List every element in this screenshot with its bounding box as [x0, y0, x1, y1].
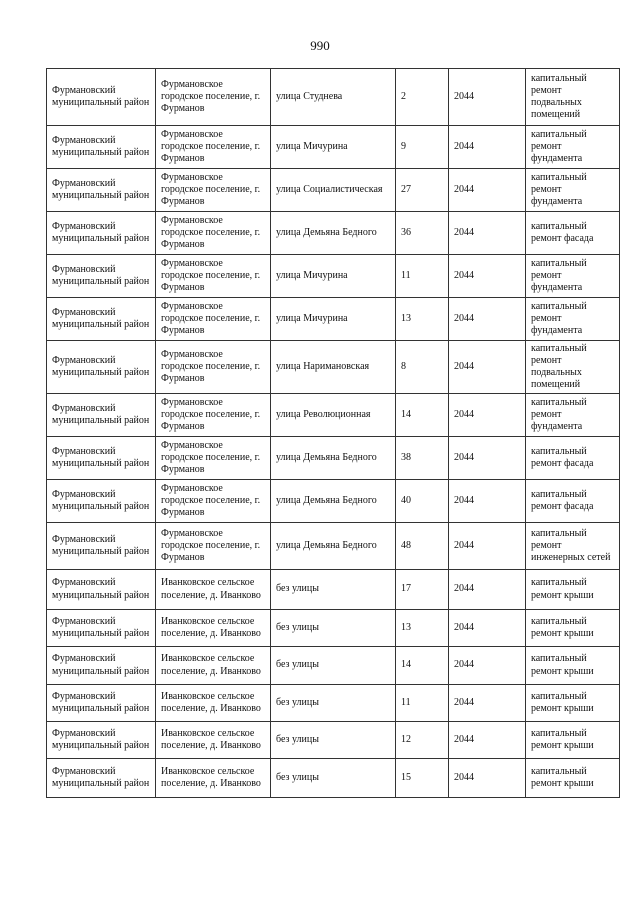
table-row [47, 437, 620, 480]
settlement-cell: Фурмановское городское поселение, г. Фурманов [156, 437, 271, 480]
settlement-cell: Фурмановское городское поселение, г. Фурманов [156, 341, 271, 394]
year-cell: 2044 [449, 523, 526, 570]
street-cell: без улицы [271, 722, 396, 759]
year-cell: 2044 [449, 647, 526, 685]
street-cell: без улицы [271, 647, 396, 685]
table-row [47, 480, 620, 523]
table-row [47, 394, 620, 437]
district-cell: Фурмановский муниципальный район [47, 212, 156, 255]
work-type-cell: капитальный ремонт фундамента [526, 298, 620, 341]
settlement-cell: Иванковское сельское поселение, д. Иванково [156, 570, 271, 610]
house-number-cell: 2 [396, 69, 449, 126]
settlement-cell: Иванковское сельское поселение, д. Иванково [156, 685, 271, 722]
table-row [47, 255, 620, 298]
year-cell: 2044 [449, 298, 526, 341]
year-cell: 2044 [449, 169, 526, 212]
street-cell: улица Наримановская [271, 341, 396, 394]
settlement-cell: Фурмановское городское поселение, г. Фурманов [156, 523, 271, 570]
district-cell: Фурмановский муниципальный район [47, 169, 156, 212]
work-type-cell: капитальный ремонт крыши [526, 722, 620, 759]
table-row [47, 169, 620, 212]
work-type-cell: капитальный ремонт крыши [526, 610, 620, 647]
house-number-cell: 48 [396, 523, 449, 570]
work-type-cell: капитальный ремонт подвальных помещений [526, 341, 620, 394]
year-cell: 2044 [449, 212, 526, 255]
settlement-cell: Фурмановское городское поселение, г. Фурманов [156, 394, 271, 437]
year-cell: 2044 [449, 394, 526, 437]
year-cell: 2044 [449, 610, 526, 647]
street-cell: улица Мичурина [271, 298, 396, 341]
settlement-cell: Иванковское сельское поселение, д. Иванково [156, 647, 271, 685]
table-body [47, 69, 620, 798]
house-number-cell: 11 [396, 685, 449, 722]
street-cell: улица Демьяна Бедного [271, 480, 396, 523]
street-cell: без улицы [271, 570, 396, 610]
table-row [47, 610, 620, 647]
table-row [47, 523, 620, 570]
house-number-cell: 38 [396, 437, 449, 480]
table-row [47, 722, 620, 759]
house-number-cell: 17 [396, 570, 449, 610]
district-cell: Фурмановский муниципальный район [47, 759, 156, 798]
year-cell: 2044 [449, 69, 526, 126]
street-cell: улица Мичурина [271, 126, 396, 169]
table-row [47, 126, 620, 169]
street-cell: улица Социалистическая [271, 169, 396, 212]
settlement-cell: Фурмановское городское поселение, г. Фурманов [156, 69, 271, 126]
year-cell: 2044 [449, 570, 526, 610]
table-row [47, 212, 620, 255]
settlement-cell: Иванковское сельское поселение, д. Иванково [156, 722, 271, 759]
house-number-cell: 12 [396, 722, 449, 759]
district-cell: Фурмановский муниципальный район [47, 480, 156, 523]
district-cell: Фурмановский муниципальный район [47, 69, 156, 126]
house-number-cell: 14 [396, 394, 449, 437]
house-number-cell: 9 [396, 126, 449, 169]
year-cell: 2044 [449, 759, 526, 798]
settlement-cell: Фурмановское городское поселение, г. Фурманов [156, 169, 271, 212]
street-cell: без улицы [271, 610, 396, 647]
house-number-cell: 11 [396, 255, 449, 298]
work-type-cell: капитальный ремонт крыши [526, 685, 620, 722]
table-row [47, 647, 620, 685]
year-cell: 2044 [449, 722, 526, 759]
repair-schedule-table [46, 68, 620, 798]
district-cell: Фурмановский муниципальный район [47, 126, 156, 169]
district-cell: Фурмановский муниципальный район [47, 647, 156, 685]
work-type-cell: капитальный ремонт крыши [526, 570, 620, 610]
street-cell: улица Революционная [271, 394, 396, 437]
work-type-cell: капитальный ремонт крыши [526, 647, 620, 685]
settlement-cell: Фурмановское городское поселение, г. Фурманов [156, 126, 271, 169]
district-cell: Фурмановский муниципальный район [47, 394, 156, 437]
settlement-cell: Фурмановское городское поселение, г. Фурманов [156, 298, 271, 341]
table-row [47, 759, 620, 798]
district-cell: Фурмановский муниципальный район [47, 298, 156, 341]
district-cell: Фурмановский муниципальный район [47, 685, 156, 722]
year-cell: 2044 [449, 437, 526, 480]
year-cell: 2044 [449, 480, 526, 523]
district-cell: Фурмановский муниципальный район [47, 341, 156, 394]
street-cell: без улицы [271, 685, 396, 722]
house-number-cell: 40 [396, 480, 449, 523]
street-cell: улица Студнева [271, 69, 396, 126]
work-type-cell: капитальный ремонт крыши [526, 759, 620, 798]
work-type-cell: капитальный ремонт фасада [526, 437, 620, 480]
street-cell: улица Демьяна Бедного [271, 437, 396, 480]
year-cell: 2044 [449, 126, 526, 169]
table-row [47, 685, 620, 722]
table-row [47, 69, 620, 126]
table-row [47, 298, 620, 341]
year-cell: 2044 [449, 255, 526, 298]
district-cell: Фурмановский муниципальный район [47, 437, 156, 480]
year-cell: 2044 [449, 341, 526, 394]
settlement-cell: Иванковское сельское поселение, д. Иванково [156, 759, 271, 798]
work-type-cell: капитальный ремонт фундамента [526, 169, 620, 212]
settlement-cell: Фурмановское городское поселение, г. Фурманов [156, 480, 271, 523]
work-type-cell: капитальный ремонт инженерных сетей [526, 523, 620, 570]
house-number-cell: 13 [396, 610, 449, 647]
page-number: 990 [310, 38, 330, 53]
street-cell: улица Демьяна Бедного [271, 523, 396, 570]
district-cell: Фурмановский муниципальный район [47, 610, 156, 647]
work-type-cell: капитальный ремонт подвальных помещений [526, 69, 620, 126]
work-type-cell: капитальный ремонт фасада [526, 480, 620, 523]
house-number-cell: 14 [396, 647, 449, 685]
house-number-cell: 36 [396, 212, 449, 255]
street-cell: улица Демьяна Бедного [271, 212, 396, 255]
settlement-cell: Фурмановское городское поселение, г. Фурманов [156, 255, 271, 298]
work-type-cell: капитальный ремонт фундамента [526, 126, 620, 169]
year-cell: 2044 [449, 685, 526, 722]
district-cell: Фурмановский муниципальный район [47, 722, 156, 759]
street-cell: улица Мичурина [271, 255, 396, 298]
work-type-cell: капитальный ремонт фасада [526, 212, 620, 255]
settlement-cell: Иванковское сельское поселение, д. Иванково [156, 610, 271, 647]
street-cell: без улицы [271, 759, 396, 798]
settlement-cell: Фурмановское городское поселение, г. Фурманов [156, 212, 271, 255]
house-number-cell: 27 [396, 169, 449, 212]
district-cell: Фурмановский муниципальный район [47, 570, 156, 610]
house-number-cell: 15 [396, 759, 449, 798]
house-number-cell: 13 [396, 298, 449, 341]
district-cell: Фурмановский муниципальный район [47, 523, 156, 570]
district-cell: Фурмановский муниципальный район [47, 255, 156, 298]
house-number-cell: 8 [396, 341, 449, 394]
work-type-cell: капитальный ремонт фундамента [526, 394, 620, 437]
work-type-cell: капитальный ремонт фундамента [526, 255, 620, 298]
table-row [47, 570, 620, 610]
table-row [47, 341, 620, 394]
